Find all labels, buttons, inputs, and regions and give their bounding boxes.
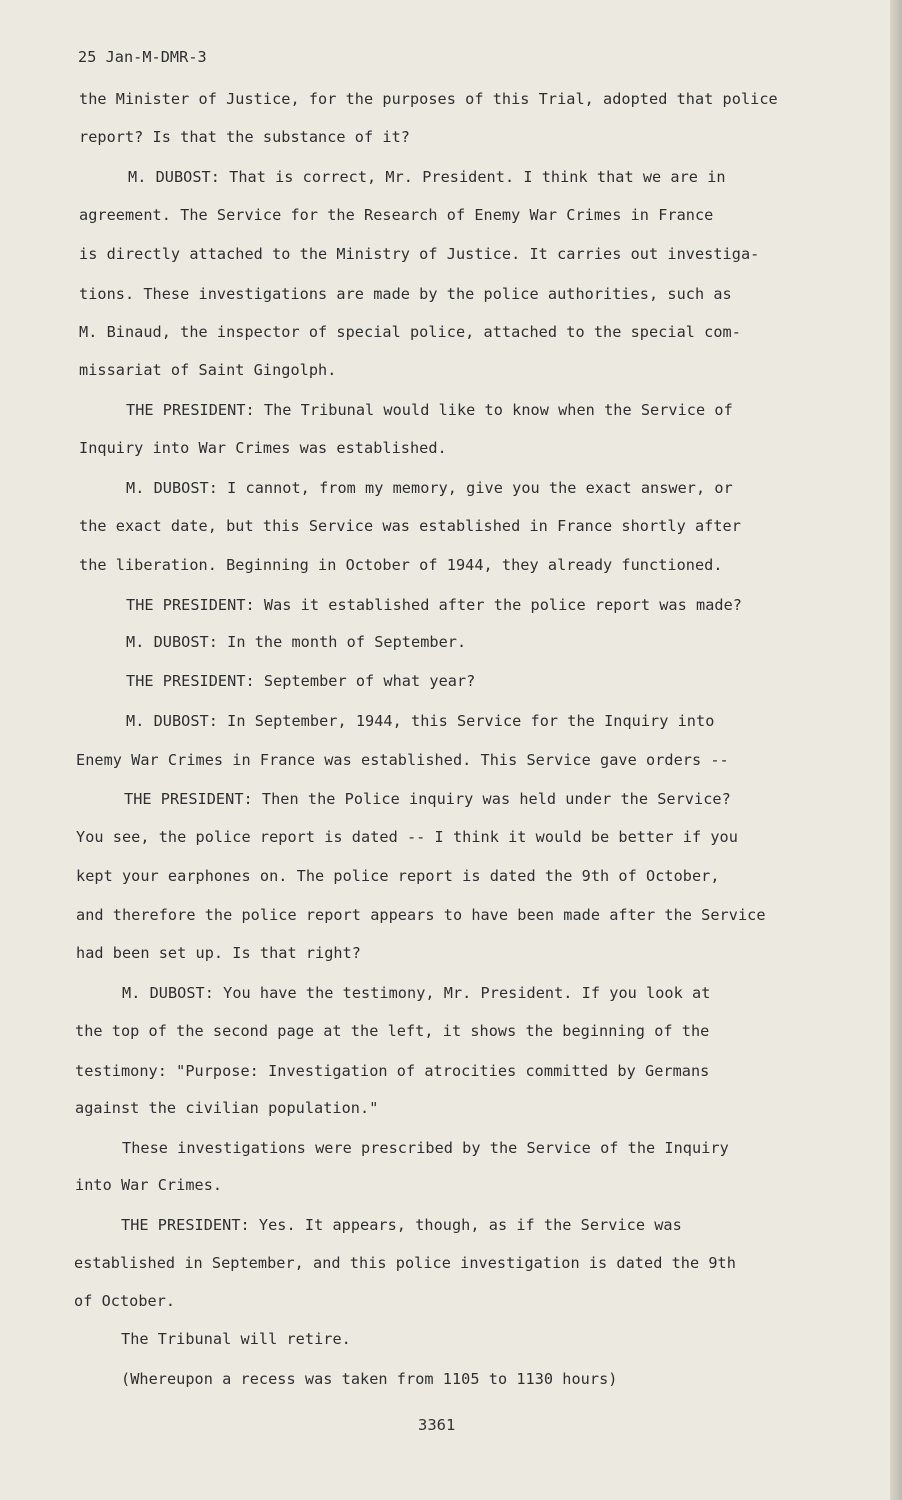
page-number: 3361: [418, 1416, 456, 1434]
text-line: THE PRESIDENT: Yes. It appears, though, as if the Service was: [121, 1216, 682, 1234]
text-line: into War Crimes.: [75, 1176, 223, 1194]
text-line: THE PRESIDENT: The Tribunal would like to know when the Service of: [126, 401, 733, 419]
text-line: THE PRESIDENT: Then the Police inquiry was held under the Service?: [124, 790, 731, 808]
text-line: M. DUBOST: I cannot, from my memory, give you the exact answer, or: [126, 479, 733, 497]
text-line: You see, the police report is dated -- I think it would be better if you: [76, 828, 738, 846]
text-line: M. DUBOST: In September, 1944, this Service for the Inquiry into: [126, 712, 715, 730]
text-line: Enemy War Crimes in France was established. This Service gave orders --: [76, 751, 729, 769]
text-line: missariat of Saint Gingolph.: [79, 361, 337, 379]
text-line: The Tribunal will retire.: [121, 1330, 351, 1348]
page-header: 25 Jan-M-DMR-3: [78, 48, 207, 66]
text-line: established in September, and this police investigation is dated the 9th: [74, 1254, 736, 1272]
text-line: against the civilian population.": [75, 1099, 379, 1117]
text-line: M. DUBOST: In the month of September.: [126, 633, 467, 651]
text-line: of October.: [74, 1292, 176, 1310]
text-line: (Whereupon a recess was taken from 1105 to 1130 hours): [121, 1370, 618, 1388]
text-line: the top of the second page at the left, it shows the beginning of the: [75, 1022, 710, 1040]
text-line: testimony: "Purpose: Investigation of atrocities committed by Germans: [75, 1062, 710, 1080]
text-line: is directly attached to the Ministry of Justice. It carries out investiga-: [79, 245, 760, 263]
text-line: M. DUBOST: You have the testimony, Mr. President. If you look at: [122, 984, 711, 1002]
text-line: THE PRESIDENT: Was it established after the police report was made?: [126, 596, 742, 614]
text-line: THE PRESIDENT: September of what year?: [126, 672, 476, 690]
text-line: the Minister of Justice, for the purposes of this Trial, adopted that police: [79, 90, 778, 108]
text-line: M. DUBOST: That is correct, Mr. President. I think that we are in: [128, 168, 726, 186]
text-line: These investigations were prescribed by the Service of the Inquiry: [122, 1139, 729, 1157]
text-line: kept your earphones on. The police report is dated the 9th of October,: [76, 867, 720, 885]
text-line: report? Is that the substance of it?: [79, 128, 410, 146]
text-line: tions. These investigations are made by the police authorities, such as: [79, 285, 732, 303]
page-edge-shadow: [890, 0, 902, 1500]
text-line: the exact date, but this Service was established in France shortly after: [79, 517, 741, 535]
text-line: the liberation. Beginning in October of 1944, they already functioned.: [79, 556, 723, 574]
text-line: agreement. The Service for the Research of Enemy War Crimes in France: [79, 206, 714, 224]
text-line: had been set up. Is that right?: [76, 944, 362, 962]
text-line: M. Binaud, the inspector of special police, attached to the special com-: [79, 323, 741, 341]
text-line: Inquiry into War Crimes was established.: [79, 439, 447, 457]
text-line: and therefore the police report appears to have been made after the Service: [76, 906, 766, 924]
